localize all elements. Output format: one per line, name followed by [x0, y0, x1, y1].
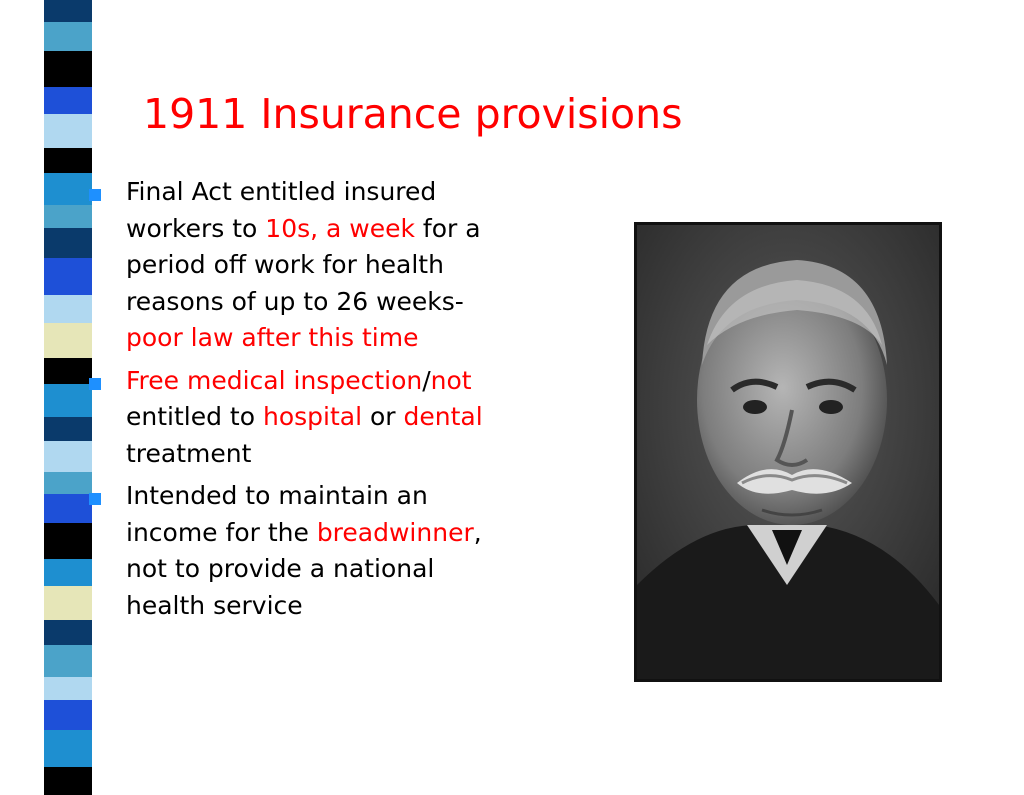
stripe-segment	[44, 114, 92, 148]
body-text: Intended to maintain an income for the	[126, 481, 428, 547]
stripe-segment	[0, 494, 44, 523]
stripe-segment	[0, 645, 44, 677]
stripe-segment	[0, 258, 44, 295]
stripe-segment	[0, 358, 44, 384]
stripe-segment	[44, 0, 92, 22]
stripe-segment	[44, 417, 92, 441]
bullet-marker-icon	[89, 189, 101, 201]
stripe-segment	[44, 228, 92, 258]
stripe-segment	[44, 494, 92, 523]
stripe-segment	[0, 384, 44, 417]
stripe-segment	[44, 22, 92, 51]
stripe-segment	[44, 700, 92, 730]
stripe-segment	[44, 148, 92, 173]
body-text: Final Act entitled insured workers to	[126, 177, 437, 243]
stripe-segment	[0, 559, 44, 586]
stripe-segment	[44, 472, 92, 494]
stripe-segment	[44, 620, 92, 645]
stripe-segment	[44, 258, 92, 295]
stripe-segment	[44, 730, 92, 767]
stripe-segment	[0, 620, 44, 645]
emphasized-text: not	[430, 365, 472, 395]
stripe-segment	[44, 384, 92, 417]
stripe-segment	[0, 205, 44, 228]
stripe-segment	[0, 51, 44, 87]
bullet-item	[88, 478, 508, 624]
stripe-segment	[44, 523, 92, 559]
body-text: or	[362, 402, 404, 431]
stripe-segment	[44, 205, 92, 228]
stripe-segment	[0, 586, 44, 620]
stripe-segment	[0, 323, 44, 358]
stripe-segment	[44, 586, 92, 620]
stripe-segment	[44, 87, 92, 114]
stripe-segment	[44, 295, 92, 323]
stripe-segment	[0, 730, 44, 767]
stripe-segment	[0, 0, 44, 22]
stripe-segment	[44, 441, 92, 472]
stripe-segment	[0, 148, 44, 173]
stripe-segment	[0, 441, 44, 472]
stripe-segment	[0, 228, 44, 258]
stripe-segment	[44, 323, 92, 358]
bullet-marker-icon	[89, 493, 101, 505]
bullet-marker-icon	[89, 378, 101, 390]
emphasized-text: 10s, a week	[265, 213, 415, 243]
body-text: /	[422, 365, 431, 395]
portrait-photo	[634, 222, 942, 682]
stripe-segment	[44, 559, 92, 586]
stripe-segment	[0, 22, 44, 51]
emphasized-text: poor law after this time	[126, 323, 419, 352]
stripe-segment	[0, 472, 44, 494]
bullet-item	[88, 363, 508, 473]
portrait-icon	[637, 225, 939, 679]
stripe-segment	[0, 87, 44, 114]
body-text: , not to provide a national health service	[126, 517, 482, 620]
stripe-segment	[44, 358, 92, 384]
stripe-segment	[0, 677, 44, 700]
stripe-segment	[44, 677, 92, 700]
body-text: treatment	[126, 438, 252, 468]
body-text: for a period off work for health reasons of up to 26 weeks-	[126, 213, 481, 316]
stripe-segment	[44, 645, 92, 677]
body-text: entitled to	[126, 402, 263, 431]
emphasized-text: Free medical inspection	[126, 365, 423, 395]
stripe-segment	[44, 51, 92, 87]
bullet-item	[88, 174, 508, 357]
stripe-segment	[44, 767, 92, 795]
slide-title: 1911 Insurance provisions	[143, 90, 683, 138]
stripe-segment	[0, 767, 44, 795]
emphasized-text: breadwinner	[316, 517, 474, 547]
stripe-segment	[0, 417, 44, 441]
stripe-segment	[0, 523, 44, 559]
bullet-list	[88, 174, 508, 630]
emphasized-text: dental	[403, 402, 483, 431]
decorative-stripe-bar	[0, 0, 100, 768]
emphasized-text: hospital	[262, 402, 363, 431]
stripe-segment	[0, 173, 44, 205]
stripe-segment	[0, 700, 44, 730]
stripe-segment	[44, 173, 92, 205]
stripe-segment	[0, 295, 44, 323]
stripe-segment	[0, 114, 44, 148]
